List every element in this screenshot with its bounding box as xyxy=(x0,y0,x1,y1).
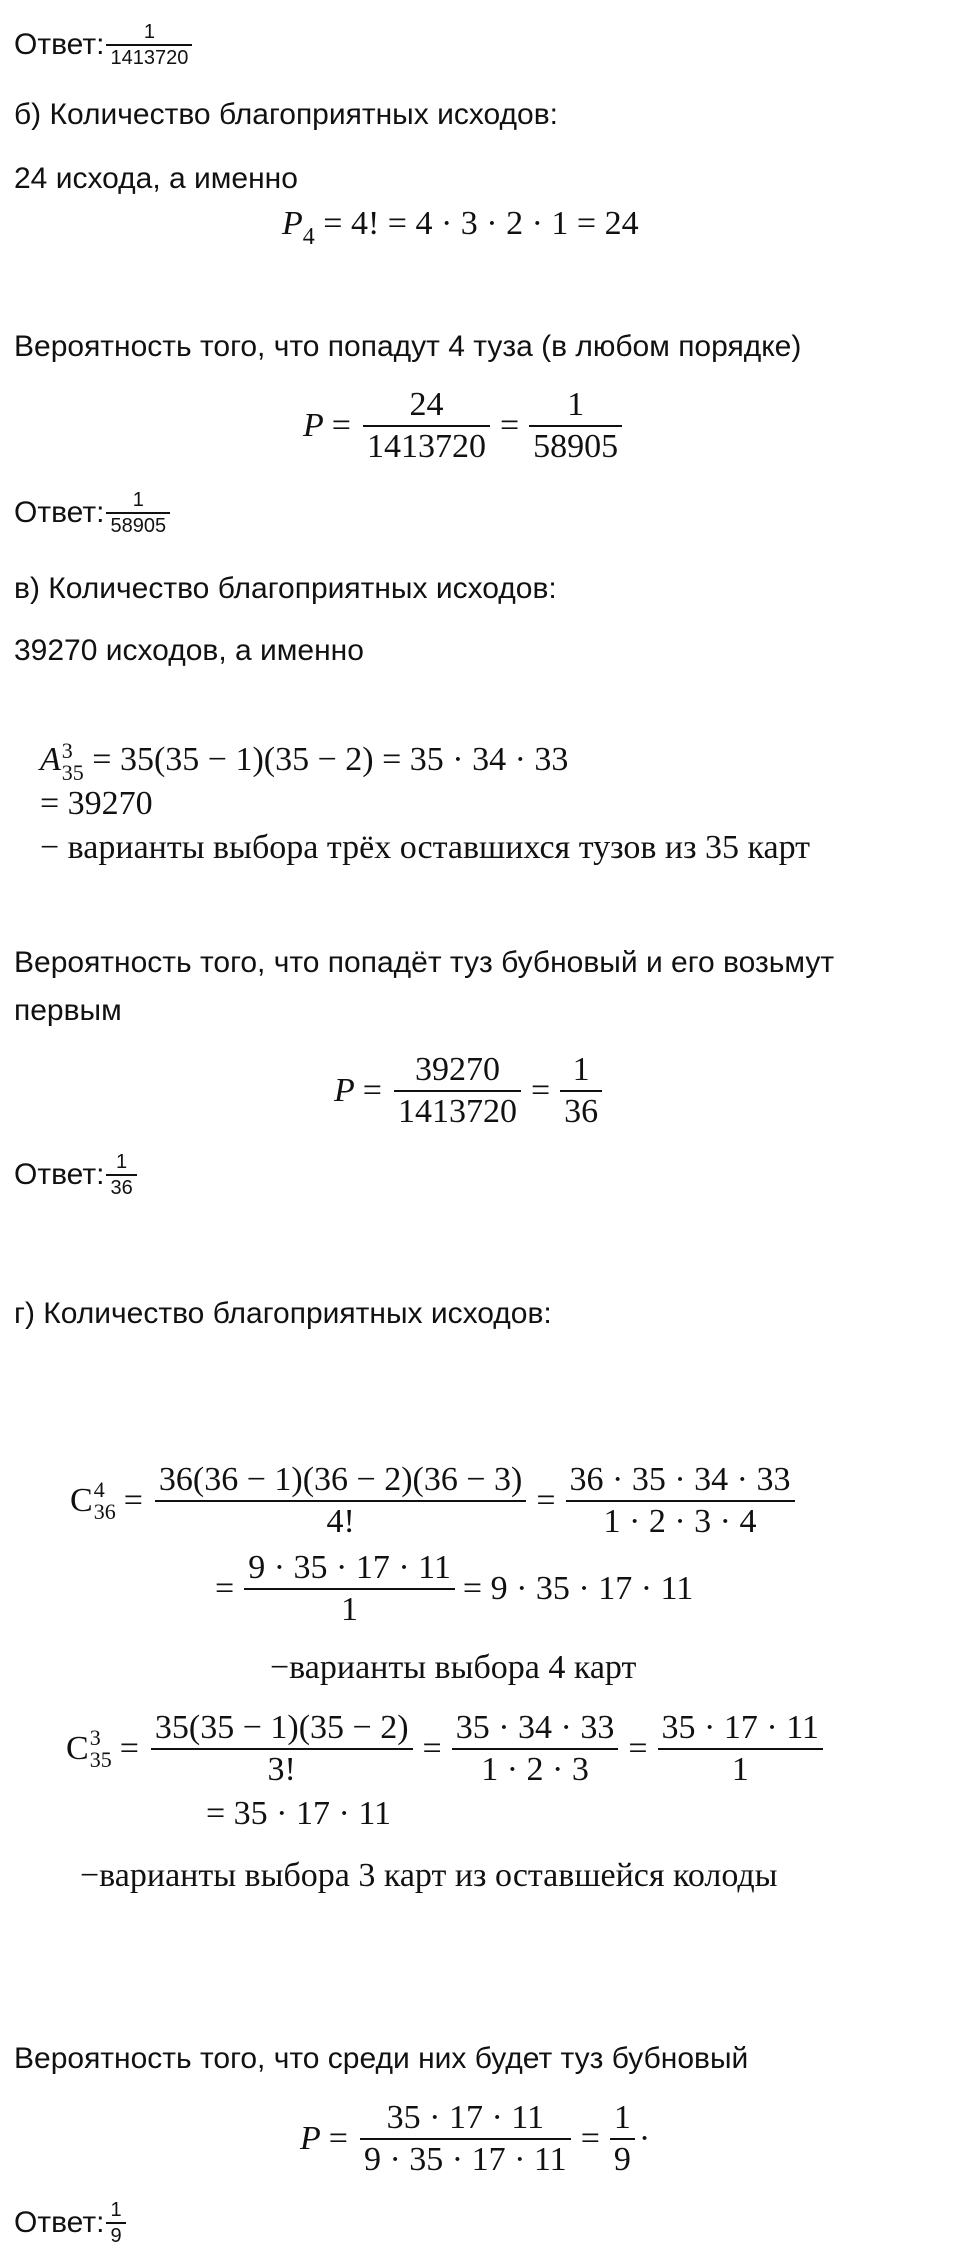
v-heading: в) Количество благоприятных исходов: xyxy=(14,572,557,605)
b-count-line: 24 исхода, а именно xyxy=(14,162,298,195)
g-p-fraction-2: $\frac{1}{9}$ xyxy=(610,2098,635,2180)
g-c1-fraction-2: $\frac{36 \cdot 35 \cdot 34 \cdot 33}{1 \cdot 2 \cdot 3 \cdot 4}$ xyxy=(566,1460,795,1542)
g-combination-1: C 4 36 = $\frac{36(36 - 1)(36 - 2)(36 - 3)}{4!}$ = $\frac{36 \cdot 35 \cdot 34 \cdot 33}{1 \cdot 2 \cdot 3 \cdot 4}$ xyxy=(70,1460,799,1542)
g-combination-1-simplified: = $\frac{9 \cdot 35 \cdot 17 \cdot 11}{1}$ = 9 · 35 · 17 · 11 xyxy=(215,1549,694,1628)
v-arrangement-line-1: A 3 35 = 35(35 − 1)(35 − 2) = 35 · 34 · 33 xyxy=(40,738,569,786)
answer-g xyxy=(14,2198,128,2248)
b-probability-text: Вероятность того, что попадут 4 туза (в любом порядке) xyxy=(14,330,802,363)
g-c1-fraction-1: $\frac{36(36 - 1)(36 - 2)(36 - 3)}{4!}$ xyxy=(155,1460,526,1542)
g-combination-2: C 3 35 = $\frac{35(35 - 1)(35 - 2)}{3!}$ = $\frac{35 \cdot 34 \cdot 33}{1 \cdot 2 \cdot 3}$ = $\frac{35 \cdot 17 \cdot 11}{1}$ xyxy=(66,1708,827,1790)
answer-label: Ответ: xyxy=(14,495,105,529)
g-p-fraction-1: $\frac{35 \cdot 17 \cdot 11}{9 \cdot 35 \cdot 17 \cdot 11}$ xyxy=(360,2098,571,2180)
v-fraction-2: $\frac{1}{36}$ xyxy=(560,1050,602,1132)
answer-a xyxy=(14,20,194,70)
g-c2-note: −варианты выбора 3 карт из оставшейся колоды xyxy=(80,1857,778,1894)
v-arrangement-line-2: = 39270 xyxy=(40,785,153,822)
b-fraction-2: $\frac{1}{58905}$ xyxy=(529,385,622,467)
answer-v xyxy=(14,1150,139,1200)
g-probability-text: Вероятность того, что среди них будет туз бубновый xyxy=(14,2042,749,2075)
g-c1-fraction-3: $\frac{9 \cdot 35 \cdot 17 \cdot 11}{1}$ xyxy=(244,1548,455,1630)
v-count-line: 39270 исходов, а именно xyxy=(14,634,364,667)
b-fraction-1: $\frac{24}{1413720}$ xyxy=(363,385,490,467)
v-probability-text-2: первым xyxy=(14,994,122,1027)
answer-label: Ответ: xyxy=(14,1157,105,1191)
g-c2-fraction-2: $\frac{35 \cdot 34 \cdot 33}{1 \cdot 2 \cdot 3}$ xyxy=(452,1708,619,1790)
answer-g-fraction: $\frac{1}{9}$ xyxy=(106,2198,125,2248)
answer-a-fraction xyxy=(106,20,192,70)
v-arrangement-line-3: − варианты выбора трёх оставшихся тузов из 35 карт xyxy=(40,829,811,866)
b-probability-formula: P = $\frac{24}{1413720}$ = $\frac{1}{58905}$ xyxy=(303,385,626,467)
answer-label: Ответ: xyxy=(14,27,105,61)
g-c2-fraction-3: $\frac{35 \cdot 17 \cdot 11}{1}$ xyxy=(658,1708,823,1790)
g-probability-formula: P = $\frac{35 \cdot 17 \cdot 11}{9 \cdot 35 \cdot 17 \cdot 11}$ = $\frac{1}{9}$ · xyxy=(300,2099,651,2178)
denominator: 1413720 xyxy=(110,46,189,69)
b-heading: б) Количество благоприятных исходов: xyxy=(14,98,558,131)
v-fraction-1: $\frac{39270}{1413720}$ xyxy=(394,1050,521,1132)
v-probability-text-1: Вероятность того, что попадёт туз бубновый и его возьмут xyxy=(14,946,835,979)
numerator: 1 xyxy=(143,21,155,43)
g-c2-fraction-1: $\frac{35(35 - 1)(35 - 2)}{3!}$ xyxy=(151,1708,413,1790)
answer-b xyxy=(14,488,172,538)
g-heading: г) Количество благоприятных исходов: xyxy=(14,1297,552,1330)
answer-v-fraction: $\frac{1}{36}$ xyxy=(106,1150,136,1200)
answer-b-fraction: $\frac{1}{58905}$ xyxy=(106,488,170,538)
g-c2-result: = 35 · 17 · 11 xyxy=(206,1795,392,1832)
answer-label: Ответ: xyxy=(14,2205,105,2239)
v-probability-formula: P = $\frac{39270}{1413720}$ = $\frac{1}{36}$ xyxy=(334,1050,606,1132)
g-c1-note: −варианты выбора 4 карт xyxy=(270,1649,637,1686)
b-permutation-formula: $P_4 = 4$! = 4 · 3 · 2 · 1 = 24 xyxy=(282,205,639,250)
